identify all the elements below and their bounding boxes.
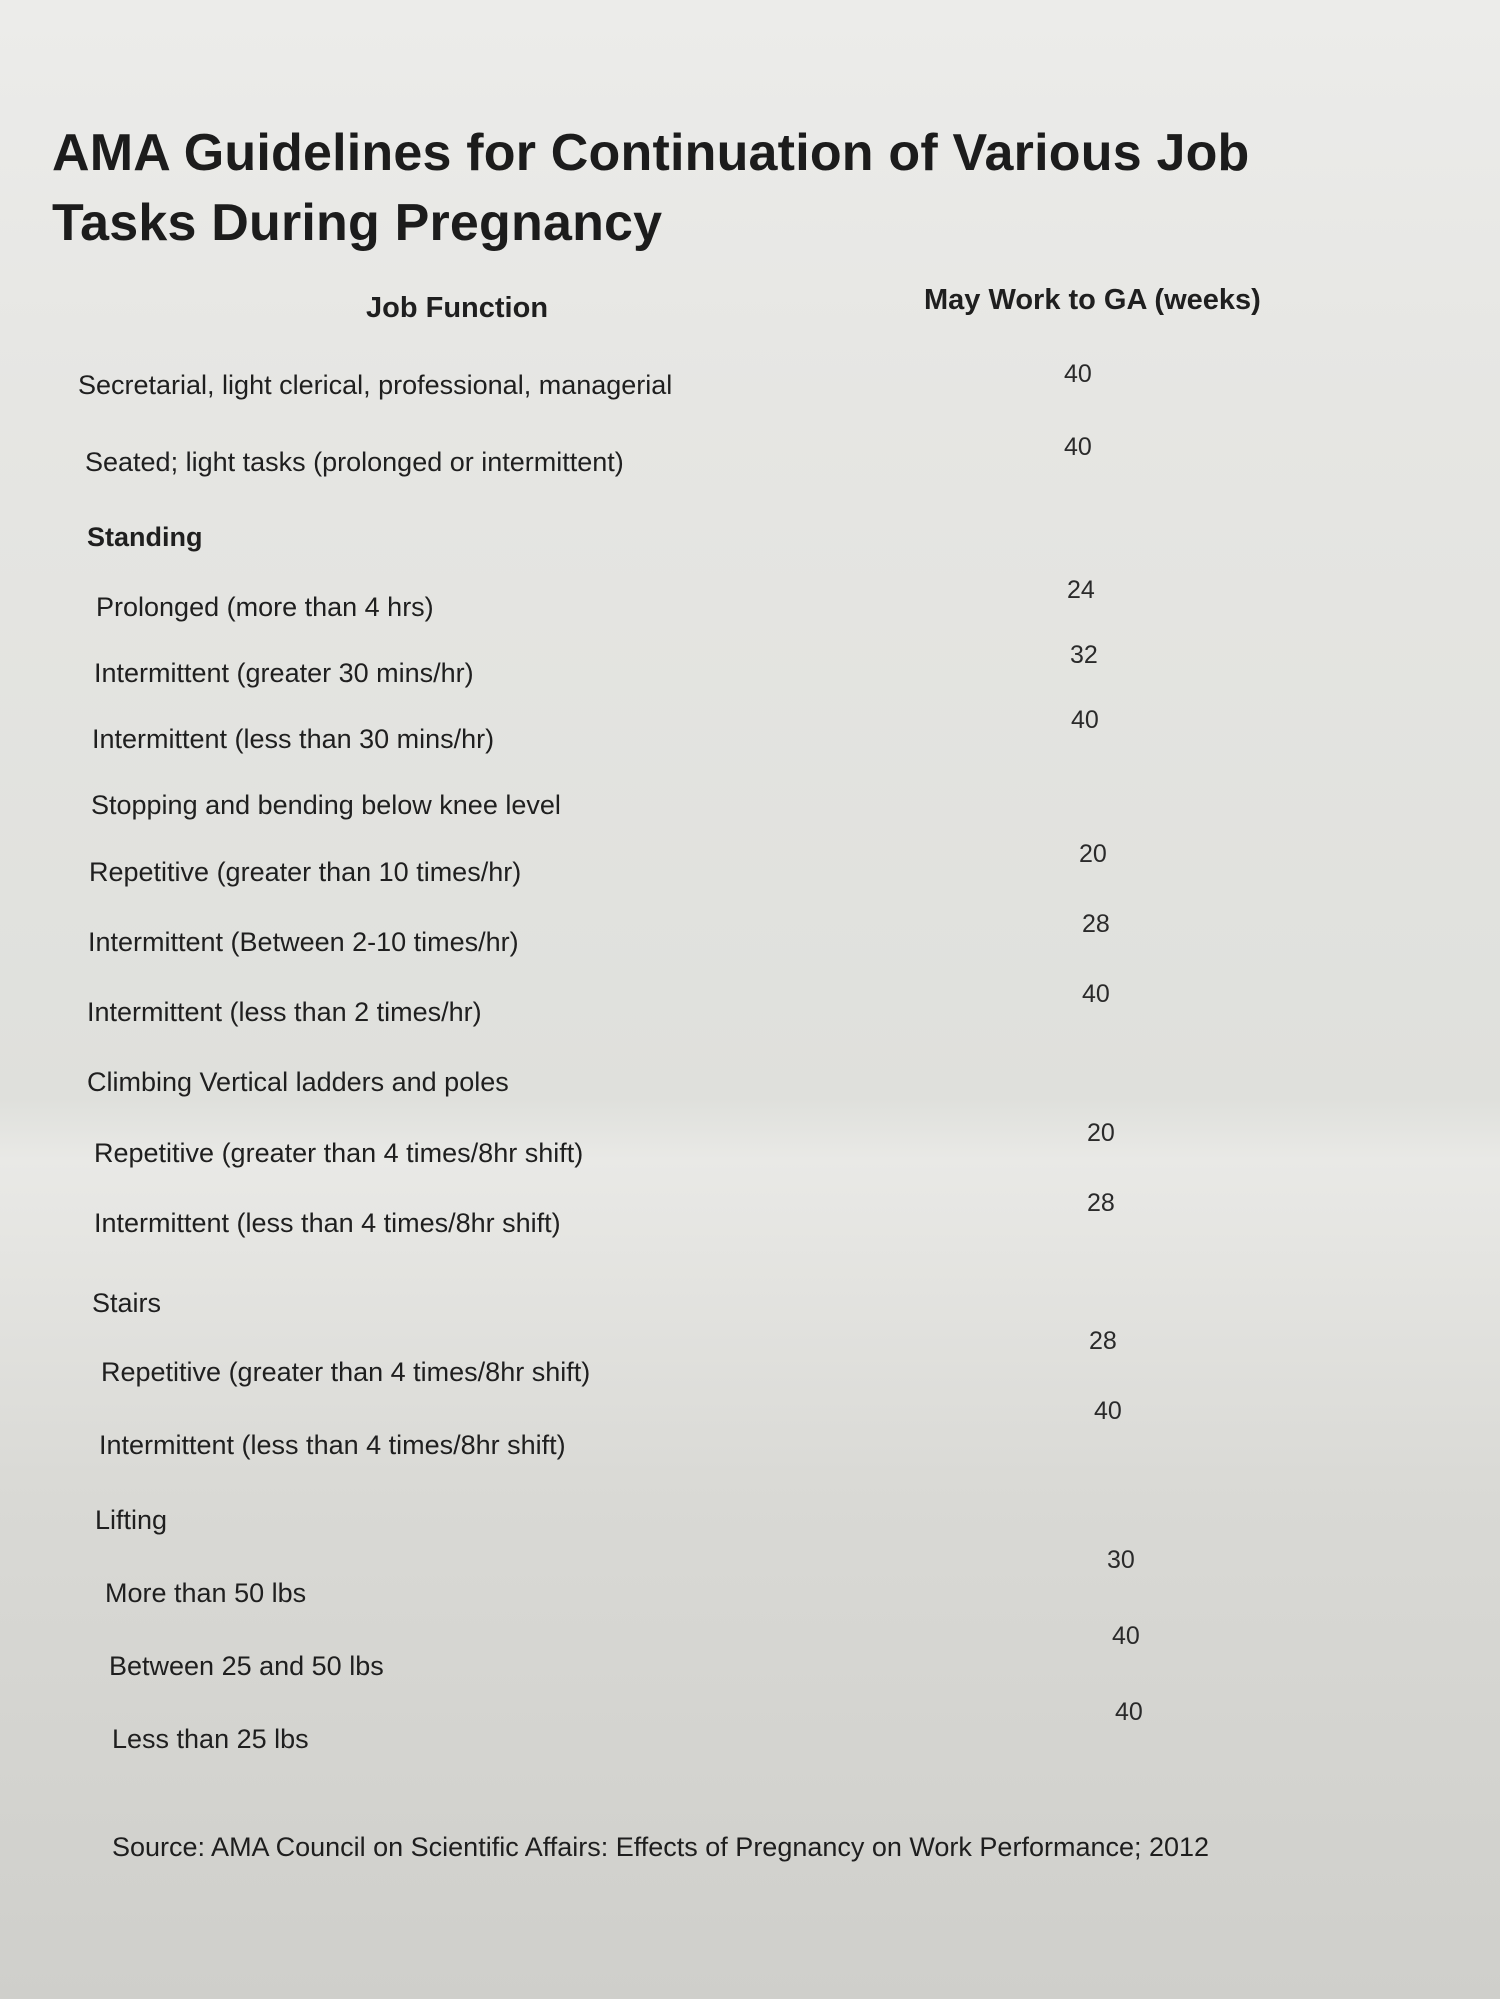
row-label: Secretarial, light clerical, professional, managerial: [78, 370, 673, 400]
row-value: 40: [1082, 980, 1110, 1008]
section-heading: Stopping and bending below knee level: [91, 790, 561, 820]
row-value: 24: [1067, 576, 1095, 604]
row-value: 40: [1115, 1698, 1143, 1726]
section-heading: Lifting: [95, 1505, 168, 1535]
row-value: 28: [1082, 910, 1110, 938]
section-heading: Climbing Vertical ladders and poles: [87, 1067, 509, 1097]
row-value: 32: [1070, 641, 1098, 669]
row-label: Seated; light tasks (prolonged or intermittent): [85, 447, 624, 477]
section-heading: Standing: [87, 522, 203, 552]
column-header-job-function: Job Function: [366, 292, 549, 324]
row-label: Prolonged (more than 4 hrs): [96, 592, 434, 622]
row-label: Repetitive (greater than 4 times/8hr shift): [101, 1357, 591, 1387]
row-label: More than 50 lbs: [105, 1578, 307, 1608]
row-label: Intermittent (less than 30 mins/hr): [92, 724, 495, 754]
row-label: Intermittent (greater 30 mins/hr): [94, 658, 474, 688]
row-label: Between 25 and 50 lbs: [109, 1651, 384, 1681]
row-value: 20: [1087, 1119, 1115, 1147]
row-label: Intermittent (less than 4 times/8hr shift): [99, 1430, 566, 1460]
row-label: Repetitive (greater than 10 times/hr): [89, 857, 522, 887]
row-value: 40: [1112, 1622, 1140, 1650]
row-label: Intermittent (less than 2 times/hr): [87, 997, 482, 1027]
row-value: 40: [1064, 433, 1092, 461]
section-heading: Stairs: [92, 1288, 162, 1318]
row-label: Intermittent (Between 2-10 times/hr): [88, 927, 519, 957]
row-value: 30: [1107, 1546, 1135, 1574]
row-label: Repetitive (greater than 4 times/8hr shift): [94, 1138, 584, 1168]
row-value: 28: [1087, 1189, 1115, 1217]
row-label: Less than 25 lbs: [112, 1724, 309, 1754]
row-label: Intermittent (less than 4 times/8hr shift): [94, 1208, 561, 1238]
column-header-weeks: May Work to GA (weeks): [924, 284, 1261, 316]
row-value: 40: [1071, 706, 1099, 734]
page-title: AMA Guidelines for Continuation of Various Job Tasks During Pregnancy: [52, 124, 1250, 252]
row-value: 20: [1079, 840, 1107, 868]
row-value: 40: [1064, 360, 1092, 388]
source-citation: Source: AMA Council on Scientific Affairs: Effects of Pregnancy on Work Performance; 2012: [112, 1832, 1210, 1862]
row-value: 28: [1089, 1327, 1117, 1355]
row-value: 40: [1094, 1397, 1122, 1425]
